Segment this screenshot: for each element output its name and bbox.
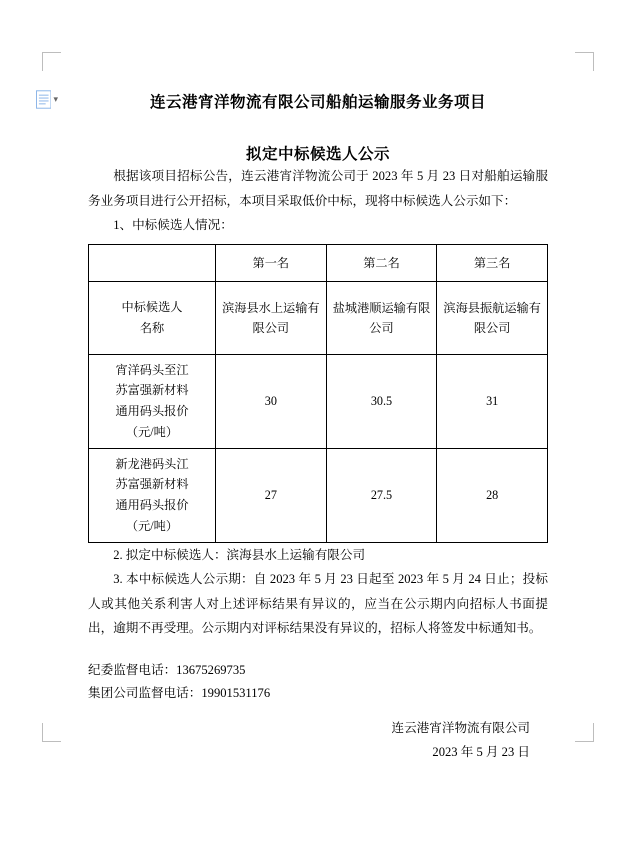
signature-block <box>88 717 548 764</box>
sign-date: 2023 年 5 月 23 日 <box>432 744 530 759</box>
cell-price-route-1-candidate-2: 30.5 <box>326 354 437 448</box>
table-header-rank-1: 第一名 <box>216 244 327 281</box>
table-header-rank-3: 第三名 <box>437 244 548 281</box>
section-1-heading: 1、中标候选人情况： <box>113 218 233 233</box>
document-body <box>88 78 548 764</box>
row-label-line: （元/吨） <box>125 518 179 533</box>
crop-mark-bottom-left <box>42 723 61 742</box>
signer-name: 连云港宵洋物流有限公司 <box>391 721 530 736</box>
crop-mark-bottom-right <box>575 723 594 742</box>
chevron-down-icon[interactable]: ▾ <box>53 93 58 104</box>
table-row <box>89 281 548 354</box>
table-header-rank-2: 第二名 <box>326 244 437 281</box>
document-icon <box>36 90 51 109</box>
row-label-line: 苏富强新材料 <box>115 383 189 398</box>
table-header-row <box>89 244 548 281</box>
row-label-line: 新龙港码头江 <box>115 456 189 471</box>
cell-candidate-3-name: 滨海县振航运输有限公司 <box>437 281 548 354</box>
row-label-price-route-2 <box>89 448 216 542</box>
row-label-candidate-name <box>89 281 216 354</box>
section-3-paragraph: 3. 本中标候选人公示期：自 2023 年 5 月 23 日起至 2023 年 5 月 24 日止；投标人或其他关系利害人对上述评标结果有异议的，应当在公示期内向招标人书面提出，逾期不再受理。公示期内对评标结果没有异议的，招标人将签发中标通知书。 <box>88 572 549 636</box>
group-phone: 集团公司监督电话：19901531176 <box>88 686 271 700</box>
contact-block <box>88 659 548 706</box>
row-label-line: 通用码头报价 <box>115 498 189 513</box>
section-2-paragraph: 2. 拟定中标候选人：滨海县水上运输有限公司 <box>113 547 366 562</box>
cell-candidate-2-name: 盐城港顺运输有限公司 <box>326 281 437 354</box>
cell-price-route-2-candidate-1: 27 <box>216 448 327 542</box>
row-label-line: 宵洋码头至江 <box>115 362 189 377</box>
cell-candidate-1-name: 滨海县水上运输有限公司 <box>216 281 327 354</box>
row-label-line: （元/吨） <box>125 424 179 439</box>
row-label-price-route-1 <box>89 354 216 448</box>
crop-mark-top-left <box>42 52 61 71</box>
cell-price-route-1-candidate-1: 30 <box>216 354 327 448</box>
row-label-line: 苏富强新材料 <box>115 477 189 492</box>
crop-mark-top-right <box>575 52 594 71</box>
cell-price-route-1-candidate-3: 31 <box>437 354 548 448</box>
table-row <box>89 448 548 542</box>
table-row <box>89 354 548 448</box>
intro-paragraph: 根据该项目招标公告，连云港宵洋物流公司于 2023 年 5 月 23 日对船舶运输服务业务项目进行公开招标，本项目采取低价中标，现将中标候选人公示如下： <box>88 169 549 208</box>
row-label-line: 名称 <box>139 320 165 335</box>
discipline-phone: 纪委监督电话：13675269735 <box>88 662 246 677</box>
cell-price-route-2-candidate-2: 27.5 <box>326 448 437 542</box>
page-title: 连云港宵洋物流有限公司船舶运输服务业务项目 <box>149 94 486 111</box>
row-label-line: 通用码头报价 <box>115 404 189 419</box>
bid-candidates-table <box>88 244 548 543</box>
page-subtitle: 拟定中标候选人公示 <box>245 146 390 163</box>
table-header-blank <box>89 244 216 281</box>
row-label-line: 中标候选人 <box>121 299 183 314</box>
cell-price-route-2-candidate-3: 28 <box>437 448 548 542</box>
document-thumbnail-icon[interactable] <box>36 88 58 110</box>
